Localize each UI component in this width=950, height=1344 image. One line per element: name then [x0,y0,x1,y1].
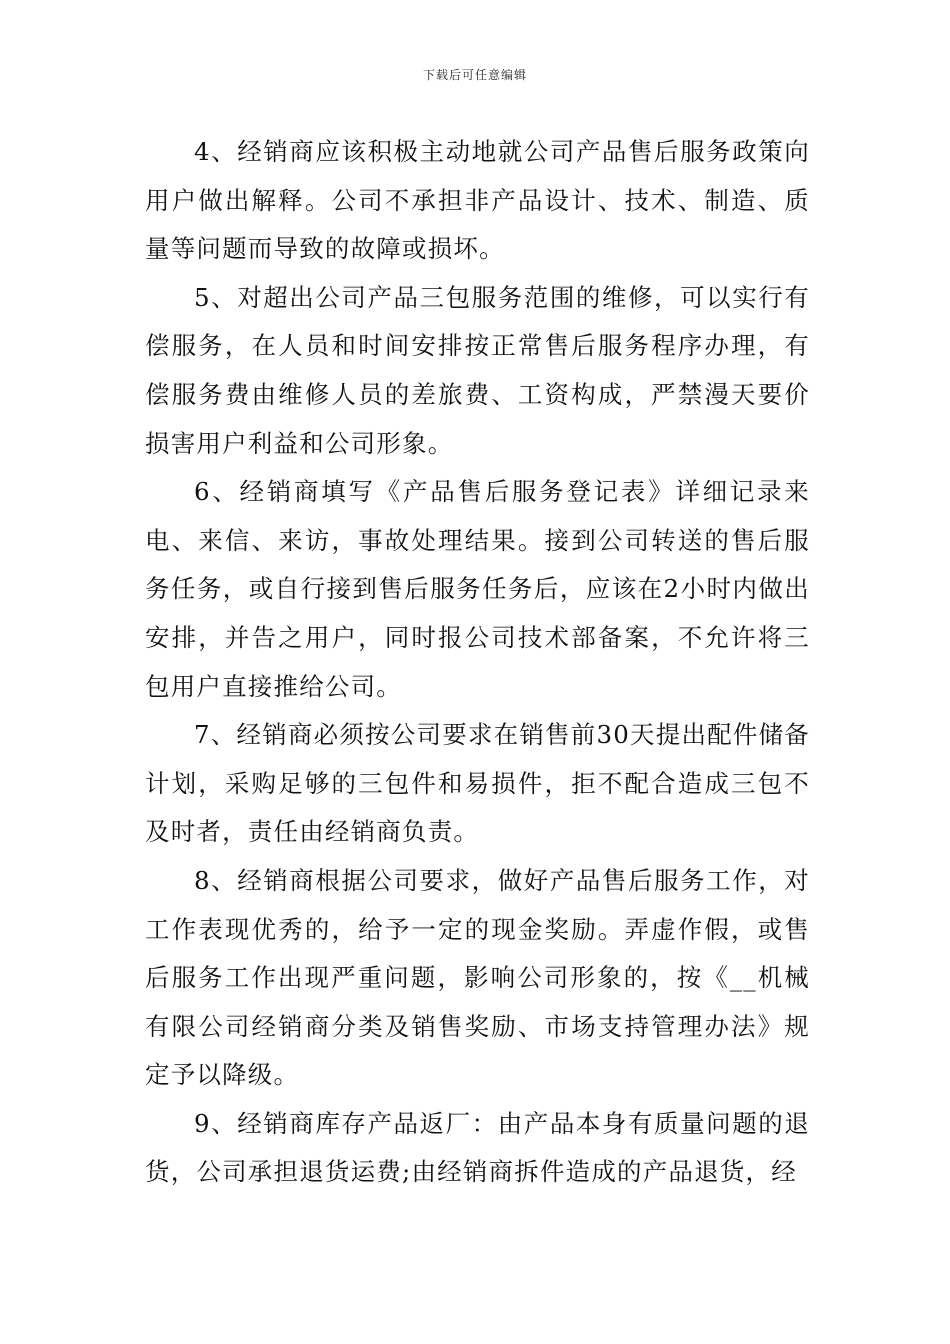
paragraph-6: 6、经销商填写《产品售后服务登记表》详细记录来电、来信、来访，事故处理结果。接到公司转送的售后服务任务，或自行接到售后服务任务后，应该在2小时内做出安排，并告之用户，同时报公司技术部备案，不允许将三包用户直接推给公司。 [145,477,810,701]
paragraph-5: 5、对超出公司产品三包服务范围的维修，可以实行有偿服务，在人员和时间安排按正常售后服务程序办理，有偿服务费由维修人员的差旅费、工资构成，严禁漫天要价损害用户利益和公司形象。 [145,282,810,458]
paragraph-8: 8、经销商根据公司要求，做好产品售后服务工作，对工作表现优秀的，给予一定的现金奖励。弄虚作假，或售后服务工作出现严重问题，影响公司形象的，按《__机械有限公司经销商分类及销售奖励、市场支持管理办法》规定予以降级。 [145,865,810,1090]
paragraph-9: 9、经销商库存产品返厂：由产品本身有质量问题的退货，公司承担退货运费;由经销商拆件造成的产品退货，经 [145,1108,810,1187]
header-note: 下载后可任意编辑 [422,68,527,82]
document-body [145,128,810,1197]
paragraph-4: 4、经销商应该积极主动地就公司产品售后服务政策向用户做出解释。公司不承担非产品设计、技术、制造、质量等问题而导致的故障或损坏。 [145,137,810,264]
paragraph-7: 7、经销商必须按公司要求在销售前30天提出配件储备计划，采购足够的三包件和易损件，拒不配合造成三包不及时者，责任由经销商负责。 [145,720,810,847]
